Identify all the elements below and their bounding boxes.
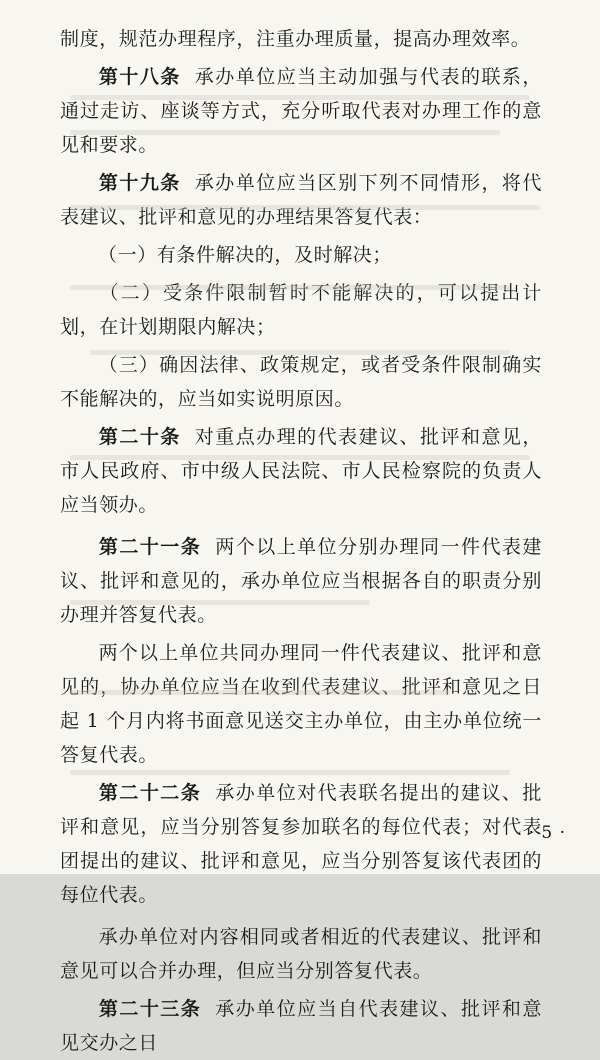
article-text: 承办单位应当区别下列不同情形，将代表建议、批评和意见的办理结果答复代表：: [60, 172, 542, 228]
article-21-paragraph-2: 两个以上单位共同办理同一件代表建议、批评和意见的，协办单位应当在收到代表建议、批评和意见之日起 1 个月内将书面意见送交主办单位，由主办单位统一答复代表。: [60, 642, 542, 766]
article-19-item-1: （一）有条件解决的，及时解决；: [98, 244, 393, 266]
article-text: 承办单位对代表联名提出的建议、批评和意见，应当分别答复参加联名的每位代表；对代表团提出的建议、批评和意见，应当分别答复该代表团的每位代表。: [60, 782, 542, 906]
article-number: 第二十条: [98, 426, 181, 448]
article-20: [60, 420, 542, 522]
page-number: · 5 ·: [528, 823, 566, 843]
article-22: [60, 776, 542, 912]
article-18: [60, 60, 542, 162]
article-number: 第二十二条: [98, 782, 202, 804]
article-text: 两个以上单位分别办理同一件代表建议、批评和意见的，承办单位应当根据各自的职责分别办理并答复代表。: [60, 536, 542, 626]
article-19-item-2: （二）受条件限制暂时不能解决的，可以提出计划，在计划期限内解决；: [60, 282, 542, 338]
article-number: 第二十一条: [98, 536, 202, 558]
article-number: 第二十三条: [98, 998, 202, 1020]
article-number: 第十九条: [98, 172, 181, 194]
article-23: [60, 992, 542, 1060]
continuation-paragraph: 制度，规范办理程序，注重办理质量，提高办理效率。: [60, 28, 531, 50]
article-number: 第十八条: [98, 66, 181, 88]
article-19: [60, 166, 542, 234]
article-22-paragraph-2: 承办单位对内容相同或者相近的代表建议、批评和意见可以合并办理，但应当分别答复代表。: [60, 926, 542, 982]
article-text: 对重点办理的代表建议、批评和意见，市人民政府、市中级人民法院、市人民检察院的负责人应当领办。: [60, 426, 542, 516]
article-text: 承办单位应当主动加强与代表的联系，通过走访、座谈等方式，充分听取代表对办理工作的意见和要求。: [60, 66, 542, 156]
article-21: [60, 530, 542, 632]
article-19-item-3: （三）确因法律、政策规定，或者受条件限制确实不能解决的，应当如实说明原因。: [60, 354, 542, 410]
article-text: 承办单位应当自代表建议、批评和意见交办之日: [60, 998, 542, 1054]
